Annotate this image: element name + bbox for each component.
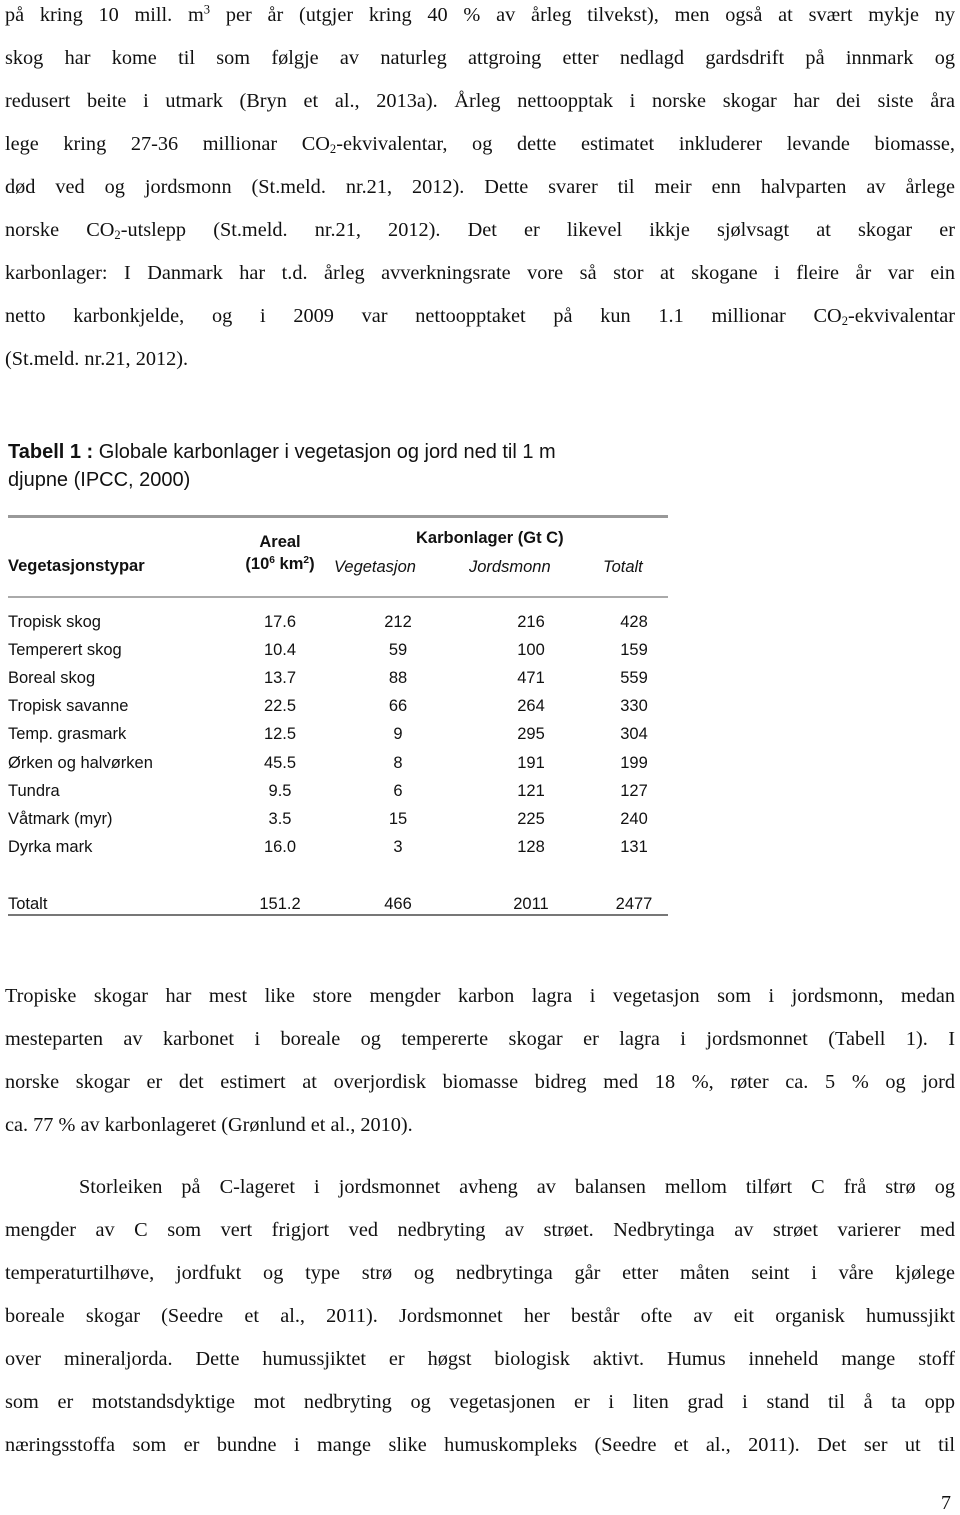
cell-area: 16.0 bbox=[263, 837, 297, 856]
text-line: næringsstoffa som er bundne i mange slike humuskompleks (Seedre et al., 2011). Det ser ut til bbox=[5, 1434, 955, 1456]
cell-vegetation: 8 bbox=[393, 753, 403, 772]
cell-area: 12.5 bbox=[263, 725, 297, 744]
cell-area: 13.7 bbox=[263, 669, 297, 688]
cell-type: Dyrka mark bbox=[8, 837, 93, 856]
cell-soil: 225 bbox=[517, 809, 545, 828]
cell-total: 304 bbox=[620, 725, 648, 744]
text-line: over mineraljorda. Dette humussjiktet er høgst biologisk aktivt. Humus inneheld mange stoff bbox=[5, 1348, 955, 1370]
cell-area: 22.5 bbox=[263, 697, 297, 716]
column-header-area: Areal bbox=[259, 533, 301, 551]
cell-type: Temp. grasmark bbox=[8, 725, 127, 744]
cell-area: 3.5 bbox=[268, 809, 292, 828]
cell-soil: 295 bbox=[517, 725, 545, 744]
cell-vegetation: 9 bbox=[393, 725, 403, 744]
cell-total: 127 bbox=[620, 781, 648, 800]
cell-soil: 191 bbox=[517, 753, 545, 772]
cell-total: 559 bbox=[620, 669, 648, 688]
cell-area: 17.6 bbox=[263, 613, 297, 631]
text-line: temperaturtilhøve, jordfukt og type strø og nedbrytinga går etter måten seint i våre kjølege bbox=[5, 1262, 955, 1284]
cell-total: 2477 bbox=[615, 895, 653, 913]
cell-vegetation: 59 bbox=[388, 641, 408, 660]
column-header-total: Totalt bbox=[603, 558, 643, 576]
text-line: skog har kome til som følgje av naturleg attgroing etter nedlagd gardsdrift på innmark og bbox=[5, 47, 955, 69]
text-line: boreale skogar (Seedre et al., 2011). Jordsmonnet her består ofte av eit organisk humussjikt bbox=[5, 1305, 955, 1327]
column-header-vegetation: Vegetasjon bbox=[334, 558, 416, 576]
table-caption: Tabell 1 : Globale karbonlager i vegetasjon og jord ned til 1 m djupne (IPCC, 2000) bbox=[8, 441, 556, 491]
cell-soil: 2011 bbox=[513, 895, 549, 913]
cell-soil: 471 bbox=[517, 669, 545, 688]
cell-vegetation: 3 bbox=[393, 837, 403, 856]
cell-vegetation: 88 bbox=[388, 669, 408, 688]
text-line: netto karbonkjelde, og i 2009 var nettoopptaket på kun 1.1 millionar $CO_2$-ekvivalentar bbox=[5, 305, 955, 329]
cell-type: Tropisk skog bbox=[8, 613, 101, 631]
cell-soil: 128 bbox=[517, 837, 545, 856]
text-line: på kring 10 mill. $m^3$ per år (utgjer kring 40 % av årleg tilvekst), men også at svært mykje ny bbox=[5, 2, 956, 26]
cell-soil: 121 bbox=[517, 781, 545, 800]
text-line: redusert beite i utmark (Bryn et al., 2013a). Årleg nettoopptak i norske skogar har dei siste åra bbox=[5, 90, 955, 112]
text-line: mesteparten av karbonet i boreale og tempererte skogar er lagra i jordsmonnet (Tabell 1). I bbox=[5, 1028, 955, 1050]
cell-total: 131 bbox=[620, 837, 648, 856]
column-header-carbon: Karbonlager (Gt C) bbox=[416, 529, 564, 547]
cell-vegetation: 212 bbox=[384, 613, 412, 631]
cell-vegetation: 466 bbox=[384, 895, 412, 913]
cell-type: Totalt bbox=[8, 895, 48, 913]
text-line: ca. 77 % av karbonlageret (Grønlund et al., 2010). bbox=[5, 1114, 413, 1136]
cell-total: 330 bbox=[620, 697, 648, 716]
cell-total: 428 bbox=[620, 613, 648, 631]
text-line: død ved og jordsmonn (St.meld. nr.21, 2012). Dette svarer til meir enn halvparten av årlege bbox=[5, 176, 955, 198]
cell-soil: 216 bbox=[517, 613, 545, 631]
column-header-area-unit: ($10^6$ $km^2$) bbox=[245, 554, 315, 573]
column-header-type: Vegetasjonstypar bbox=[8, 557, 145, 575]
cell-vegetation: 66 bbox=[388, 697, 408, 716]
cell-area: 151.2 bbox=[259, 895, 301, 913]
cell-type: Tropisk savanne bbox=[8, 697, 129, 716]
text-line: Storleiken på C-lageret i jordsmonnet avheng av balansen mellom tilført C frå strø og bbox=[79, 1176, 955, 1198]
text-line: karbonlager: I Danmark har t.d. årleg avverkningsrate vore så stor at skogane i fleire år var ein bbox=[5, 262, 955, 284]
cell-type: Ørken og halvørken bbox=[8, 753, 153, 772]
cell-area: 9.5 bbox=[268, 781, 292, 800]
text-line: (St.meld. nr.21, 2012). bbox=[5, 348, 189, 370]
cell-type: Temperert skog bbox=[8, 641, 122, 660]
cell-area: 10.4 bbox=[263, 641, 297, 660]
cell-vegetation: 15 bbox=[388, 809, 408, 828]
text-line: Tropiske skogar har mest like store mengder karbon lagra i vegetasjon som i jordsmonn, medan bbox=[5, 985, 955, 1007]
cell-soil: 100 bbox=[517, 641, 545, 660]
cell-type: Boreal skog bbox=[8, 669, 96, 688]
page-number: 7 bbox=[941, 1492, 951, 1514]
column-header-soil: Jordsmonn bbox=[469, 558, 551, 576]
text-line: som er motstandsdyktige mot nedbryting og vegetasjonen er i liten grad i stand til å ta opp bbox=[5, 1391, 955, 1413]
text-line: norske skogar er det estimert at overjordisk biomasse bidreg med 18 %, røter ca. 5 % og jord bbox=[5, 1071, 955, 1093]
cell-total: 199 bbox=[620, 753, 648, 772]
cell-total: 240 bbox=[620, 809, 648, 828]
cell-total: 159 bbox=[620, 641, 648, 660]
text-line: mengder av C som vert frigjort ved nedbryting av strøet. Nedbrytinga av strøet varierer med bbox=[5, 1219, 955, 1241]
cell-vegetation: 6 bbox=[393, 781, 403, 800]
text-line: norske $CO_2$-utslepp (St.meld. nr.21, 2012). Det er likevel ikkje sjølvsagt at skogar er bbox=[5, 219, 955, 243]
cell-type: Våtmark (myr) bbox=[8, 809, 113, 828]
cell-soil: 264 bbox=[517, 697, 545, 716]
cell-type: Tundra bbox=[8, 781, 60, 800]
carbon-stock-table bbox=[8, 0, 668, 930]
cell-area: 45.5 bbox=[263, 753, 297, 772]
text-line: lege kring 27-36 millionar $CO_2$-ekvivalentar, og dette estimatet inkluderer levande biomasse, bbox=[5, 133, 955, 157]
